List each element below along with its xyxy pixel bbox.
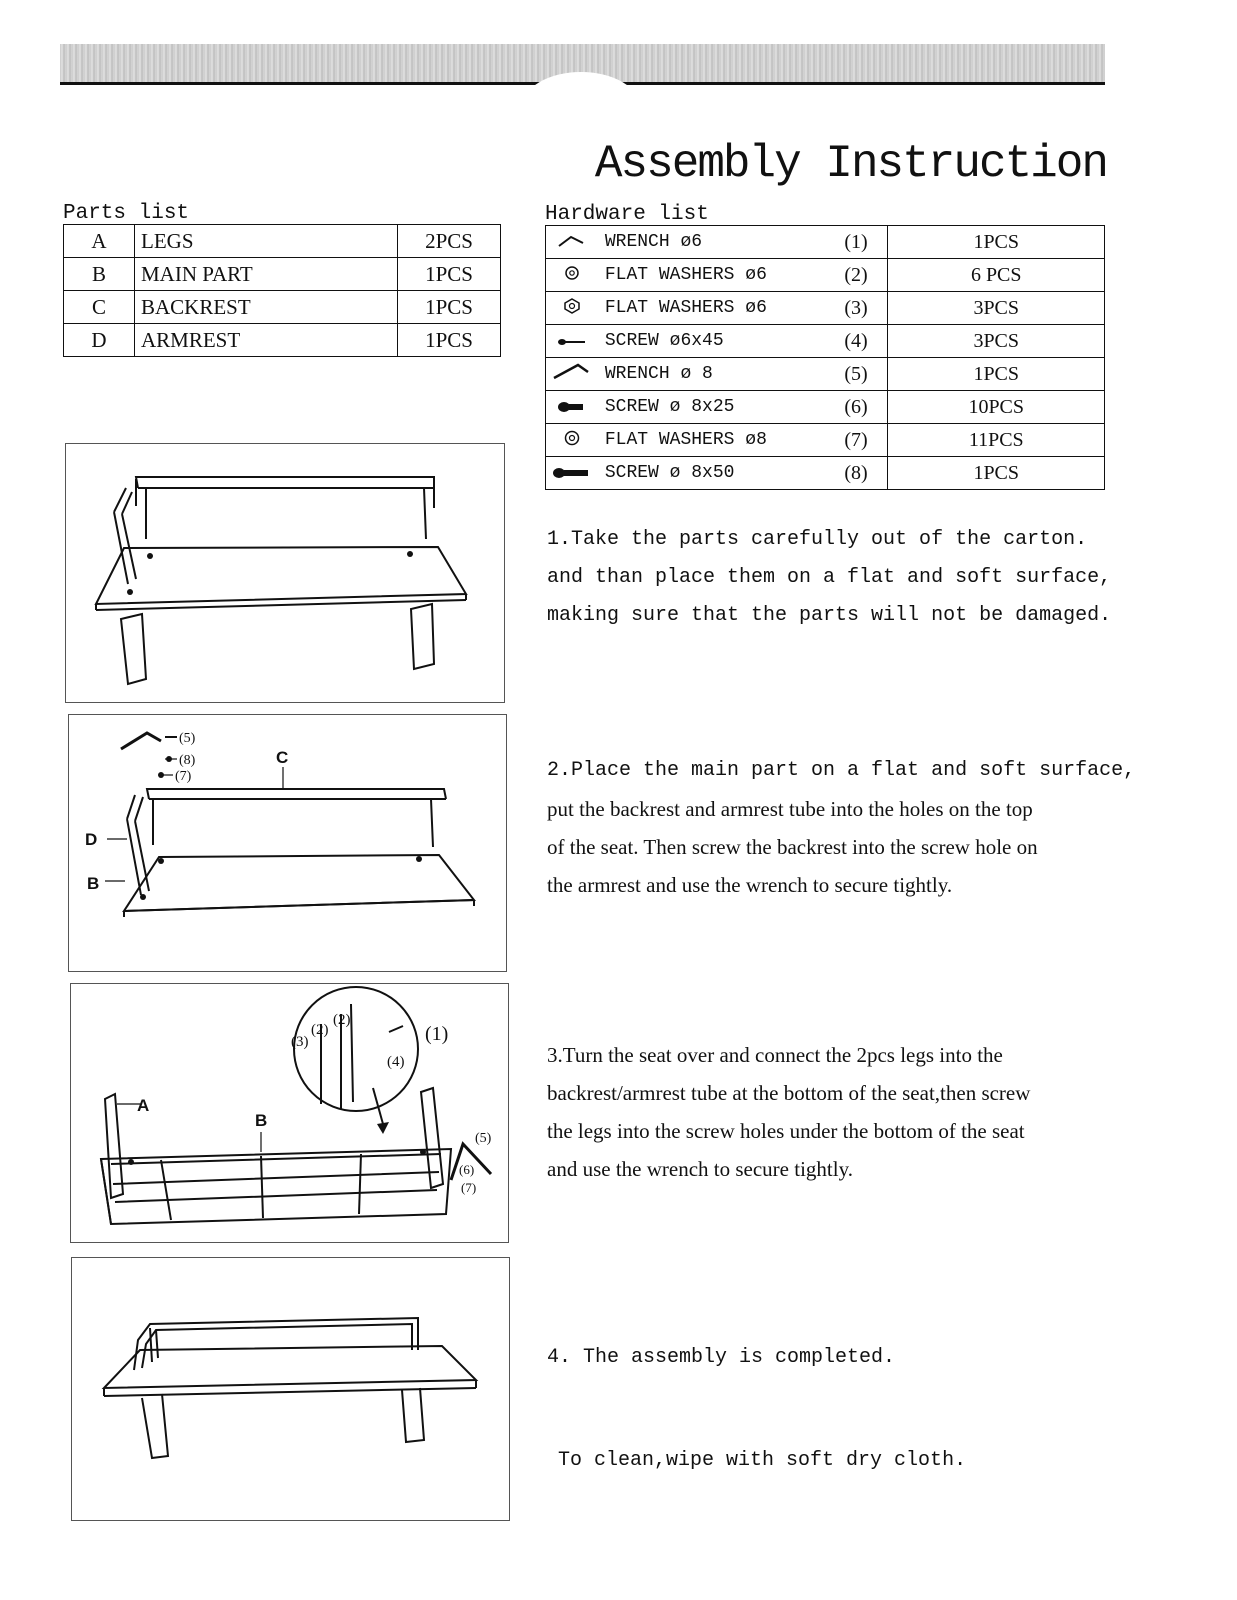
diagram-step-2 [68, 714, 507, 972]
label-a: A [137, 1096, 150, 1115]
label-2b: (2) [333, 1012, 351, 1028]
hardware-no: (3) [824, 292, 888, 325]
hardware-qty: 3PCS [888, 292, 1105, 325]
step-4-text: 4. The assembly is completed. [547, 1346, 896, 1369]
hardware-no: (8) [824, 457, 888, 490]
step-1-text [547, 521, 1111, 635]
part-code: B [64, 258, 135, 291]
step-line: making sure that the parts will not be damaged. [547, 604, 1112, 627]
hardware-no: (1) [824, 226, 888, 259]
step-line: 2.Place the main part on a flat and soft surface, [547, 759, 1136, 782]
table-row [64, 324, 501, 357]
hardware-name: SCREW ø 8x25 [599, 391, 825, 424]
table-row [64, 291, 501, 324]
label-8: (8) [179, 753, 196, 768]
hardware-no: (7) [824, 424, 888, 457]
table-row [546, 424, 1105, 457]
bench-backrest-illustration [69, 715, 506, 971]
table-row [546, 358, 1105, 391]
part-name: BACKREST [135, 291, 398, 324]
wrench-icon [552, 362, 592, 380]
washer-icon [562, 265, 582, 281]
hardware-qty: 1PCS [888, 226, 1105, 259]
hardware-name: FLAT WASHERS ø8 [599, 424, 825, 457]
label-6: (6) [459, 1162, 475, 1177]
table-row [546, 259, 1105, 292]
label-1: (1) [425, 1023, 449, 1045]
step-line: and use the wrench to secure tightly. [547, 1157, 853, 1181]
hardware-qty: 1PCS [888, 457, 1105, 490]
hardware-no: (5) [824, 358, 888, 391]
label-5: (5) [475, 1131, 492, 1146]
diagram-step-4 [71, 1257, 510, 1521]
step-2-text [547, 752, 1135, 904]
part-code: A [64, 225, 135, 258]
label-2a: (2) [311, 1022, 329, 1038]
step-3-text [547, 1036, 1030, 1188]
diagram-step-3 [70, 983, 509, 1243]
label-3: (3) [291, 1034, 309, 1050]
label-c: C [276, 748, 289, 767]
part-qty: 1PCS [398, 258, 501, 291]
part-name: ARMREST [135, 324, 398, 357]
hardware-qty: 6 PCS [888, 259, 1105, 292]
table-row [546, 325, 1105, 358]
label-d: D [85, 830, 98, 849]
bench-parts-illustration [66, 444, 504, 702]
label-7: (7) [461, 1180, 477, 1195]
hardware-name: SCREW ø 8x50 [599, 457, 825, 490]
part-qty: 1PCS [398, 324, 501, 357]
parts-table [63, 224, 501, 357]
label-4: (4) [387, 1054, 405, 1070]
part-name: MAIN PART [135, 258, 398, 291]
care-note: To clean,wipe with soft dry cloth. [558, 1449, 967, 1472]
part-code: D [64, 324, 135, 357]
parts-list-caption: Parts list [63, 202, 190, 225]
label-5: (5) [179, 731, 196, 746]
part-name: LEGS [135, 225, 398, 258]
step-line: backrest/armrest tube at the bottom of the seat,then screw [547, 1081, 1031, 1105]
diagram-step-1 [65, 443, 505, 703]
hardware-list-caption: Hardware list [545, 203, 709, 226]
label-b: B [87, 874, 100, 893]
lock-washer-icon [562, 298, 582, 314]
page-title: Assembly Instruction [594, 138, 1107, 190]
assembled-bench-illustration [72, 1258, 509, 1520]
step-line: 1.Take the parts carefully out of the carton. [547, 528, 1088, 551]
step-line: the legs into the screw holes under the bottom of the seat [547, 1119, 1025, 1143]
table-row [546, 292, 1105, 325]
hardware-table [545, 225, 1105, 490]
part-qty: 2PCS [398, 225, 501, 258]
hardware-qty: 1PCS [888, 358, 1105, 391]
screw-icon [557, 401, 587, 413]
screw-icon [557, 337, 587, 347]
screw-icon [552, 467, 592, 479]
hardware-name: SCREW ø6x45 [599, 325, 825, 358]
hardware-no: (4) [824, 325, 888, 358]
part-code: C [64, 291, 135, 324]
label-7: (7) [175, 769, 192, 784]
hardware-name: WRENCH ø6 [599, 226, 825, 259]
step-line: the armrest and use the wrench to secure tightly. [547, 873, 953, 897]
washer-icon [562, 430, 582, 446]
header-notch [522, 72, 640, 142]
label-b: B [255, 1111, 268, 1130]
step-line: of the seat. Then screw the backrest into the screw hole on [547, 835, 1038, 859]
step-line: and than place them on a flat and soft surface, [547, 566, 1112, 589]
hardware-name: FLAT WASHERS ø6 [599, 259, 825, 292]
hardware-name: FLAT WASHERS ø6 [599, 292, 825, 325]
part-qty: 1PCS [398, 291, 501, 324]
hardware-qty: 3PCS [888, 325, 1105, 358]
bench-legs-illustration [71, 984, 508, 1242]
hardware-name: WRENCH ø 8 [599, 358, 825, 391]
step-line: put the backrest and armrest tube into the holes on the top [547, 797, 1033, 821]
step-line: 3.Turn the seat over and connect the 2pcs legs into the [547, 1043, 1003, 1067]
hardware-no: (2) [824, 259, 888, 292]
table-row [546, 457, 1105, 490]
table-row [546, 226, 1105, 259]
table-row [546, 391, 1105, 424]
wrench-icon [557, 234, 587, 248]
hardware-no: (6) [824, 391, 888, 424]
hardware-qty: 11PCS [888, 424, 1105, 457]
hardware-qty: 10PCS [888, 391, 1105, 424]
table-row [64, 225, 501, 258]
table-row [64, 258, 501, 291]
